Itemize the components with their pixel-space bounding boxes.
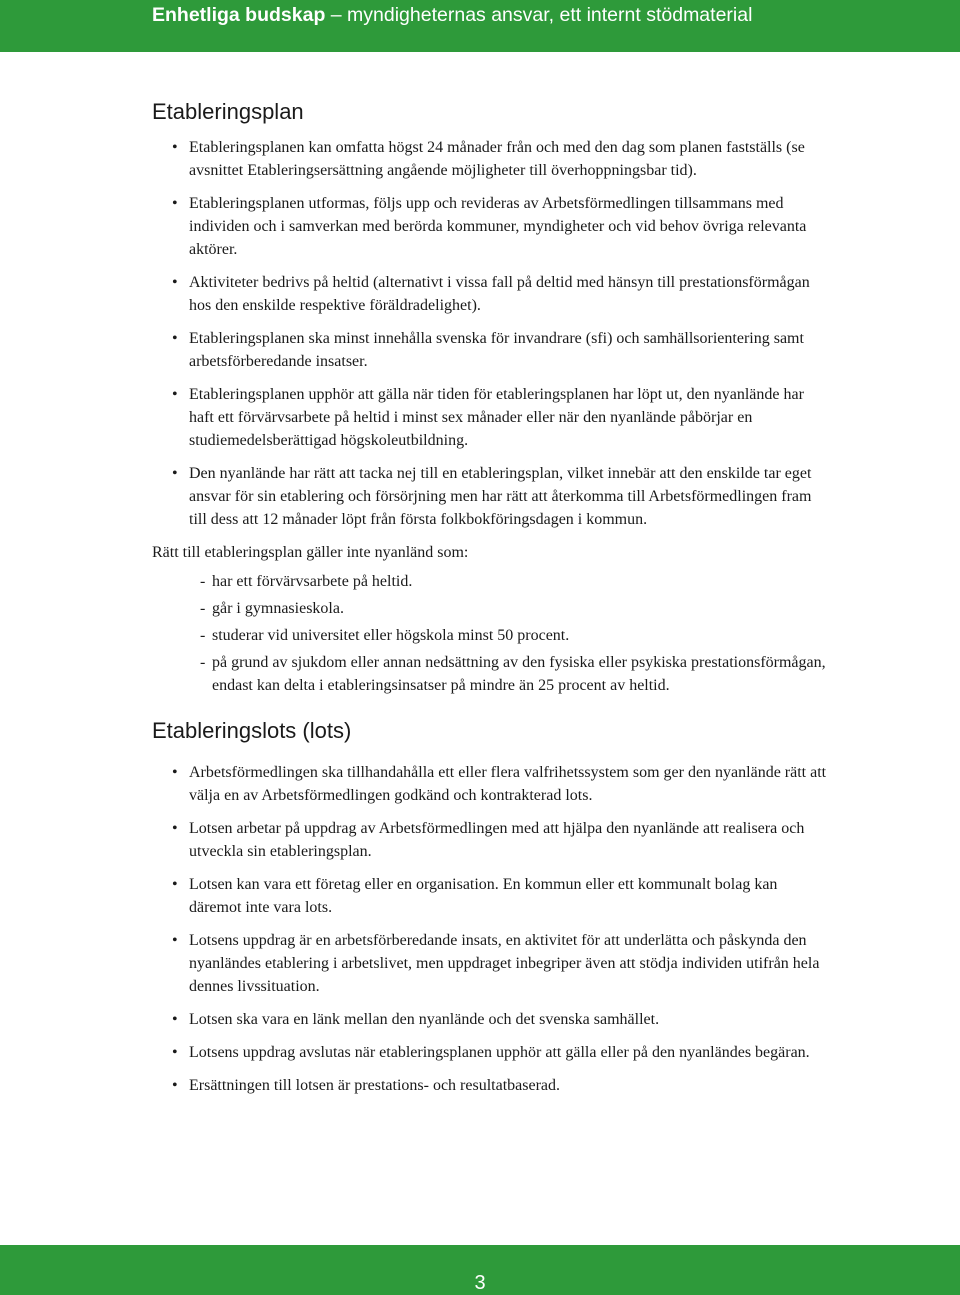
dash-item: - på grund av sjukdom eller annan nedsättning av den fysiska eller psykiska prestationsförmågan, endast kan delta i etableringsinsatser på mindre än 25 procent av heltid. [200, 651, 832, 697]
page-content [152, 98, 832, 1107]
dash-item: - har ett förvärvsarbete på heltid. [200, 570, 832, 593]
bullet-item: • Etableringsplanen upphör att gälla när tiden för etableringsplanen har löpt ut, den nyanlände har haft ett förvärvsarbete på heltid i minst sex månader eller när den nyanlände påbörjar en studiemedelsberättigad högskoleutbildning. [172, 383, 832, 452]
bullet-item: • Lotsens uppdrag är en arbetsförberedande insats, en aktivitet för att underlätta och påskynda den nyanländes etablering i arbetslivet, men uppdraget inbegriper även att stödja individen utifrån hela dennes livssituation. [172, 929, 832, 998]
bullet-item: • Etableringsplanen ska minst innehålla svenska för invandrare (sfi) och samhällsorientering samt arbetsförberedande insatser. [172, 327, 832, 373]
bullet-item: • Arbetsförmedlingen ska tillhandahålla ett eller flera valfrihetssystem som ger den nyanlände rätt att välja en av Arbetsförmedlingen godkänd och kontrakterad lots. [172, 761, 832, 807]
page-number: 3 [474, 1272, 486, 1294]
dash-item: - går i gymnasieskola. [200, 597, 832, 620]
eligibility-dash-list [152, 570, 832, 697]
bullet-item: • Den nyanlände har rätt att tacka nej till en etableringsplan, vilket innebär att den enskilde tar eget ansvar för sin etablering och försörjning men har rätt att återkomma till Arbetsförmedlingen fram till dess att 12 månader löpt från första folkbokföringsdagen i kommun. [172, 462, 832, 531]
section-heading-etableringsplan: Etableringsplan [152, 99, 304, 124]
bullet-item: • Lotsen arbetar på uppdrag av Arbetsförmedlingen med att hjälpa den nyanlände att realisera och utveckla sin etableringsplan. [172, 817, 832, 863]
bullet-item: • Lotsen ska vara en länk mellan den nyanlände och det svenska samhället. [172, 1008, 832, 1031]
bullet-item: • Etableringsplanen utformas, följs upp och revideras av Arbetsförmedlingen tillsammans med individen och i samverkan med berörda kommuner, myndigheter och vid behov övriga relevanta aktörer. [172, 192, 832, 261]
bullet-item: • Lotsens uppdrag avslutas när etableringsplanen upphör att gälla eller på den nyanländes begäran. [172, 1041, 832, 1064]
bullet-item: • Lotsen kan vara ett företag eller en organisation. En kommun eller ett kommunalt bolag kan däremot inte vara lots. [172, 873, 832, 919]
section-heading-etableringslots: Etableringslots (lots) [152, 718, 352, 743]
document-header-title [152, 0, 752, 30]
bullet-item: • Aktiviteter bedrivs på heltid (alternativt i vissa fall på deltid med hänsyn till prestationsförmågan hos den enskilde respektive föräldradelighet). [172, 271, 832, 317]
eligibility-intro: Rätt till etableringsplan gäller inte nyanländ som: [152, 544, 469, 561]
etableringslots-bullet-list [152, 761, 832, 1097]
header-title-subtitle: – myndigheternas ansvar, ett internt stödmaterial [325, 4, 753, 26]
header-title-bold: Enhetliga budskap [152, 4, 326, 26]
etableringsplan-bullet-list [152, 136, 832, 531]
bullet-item: • Etableringsplanen kan omfatta högst 24 månader från och med den dag som planen fastställs (se avsnittet Etableringsersättning angående möjligheter till överhoppningsbar tid). [172, 136, 832, 182]
bullet-item: • Ersättningen till lotsen är prestations- och resultatbaserad. [172, 1074, 832, 1097]
header-bar [0, 0, 960, 52]
dash-item: - studerar vid universitet eller högskola minst 50 procent. [200, 624, 832, 647]
